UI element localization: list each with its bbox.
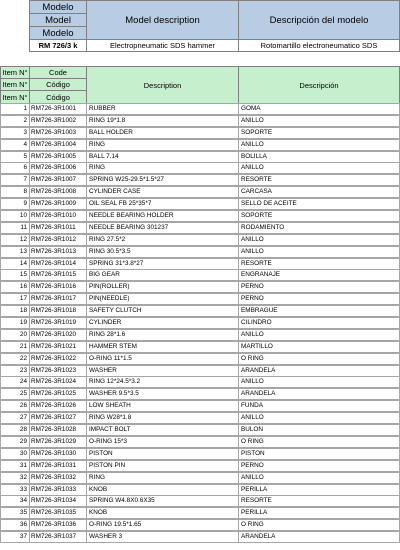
model-description-es-label: Descripción del modelo [238, 0, 400, 40]
description-cell: BALL HOLDER [86, 127, 239, 139]
code-cell: RM726-3R1034 [29, 495, 87, 507]
code-cell: RM726-3R1015 [29, 269, 87, 281]
item-number-cell: 10 [0, 210, 30, 222]
code-cell: RM726-3R1036 [29, 519, 87, 531]
code-cell: RM726-3R1037 [29, 531, 87, 543]
table-row [0, 424, 400, 436]
descripcion-cell: SOPORTE [238, 127, 400, 139]
code-cell: RM726-3R1026 [29, 400, 87, 412]
table-row [0, 472, 400, 484]
item-number-cell: 32 [0, 472, 30, 484]
descripcion-cell: ANILLO [238, 234, 400, 246]
descripcion-cell: ANILLO [238, 472, 400, 484]
table-row [0, 115, 400, 127]
table-row [0, 531, 400, 543]
description-cell: RING [86, 139, 239, 151]
item-number-cell: 33 [0, 484, 30, 496]
descripcion-cell: PERNO [238, 293, 400, 305]
description-cell: BIG GEAR [86, 269, 239, 281]
description-cell: RUBBER [86, 103, 239, 115]
description-cell: O-RING 15*3 [86, 436, 239, 448]
item-no-header-3: Item N° [0, 90, 30, 104]
description-cell: KNOB [86, 484, 239, 496]
item-number-cell: 30 [0, 448, 30, 460]
description-cell: CYLINDER [86, 317, 239, 329]
item-number-cell: 14 [0, 258, 30, 270]
descripcion-cell: ANILLO [238, 139, 400, 151]
table-row [0, 412, 400, 424]
table-row [0, 162, 400, 174]
model-value: RM 726/3 k [29, 39, 87, 52]
code-cell: RM726-3R1013 [29, 246, 87, 258]
item-number-cell: 17 [0, 293, 30, 305]
code-cell: RM726-3R1019 [29, 317, 87, 329]
code-cell: RM726-3R1028 [29, 424, 87, 436]
code-cell: RM726-3R1012 [29, 234, 87, 246]
descripcion-cell: BULON [238, 424, 400, 436]
table-row [0, 353, 400, 365]
descripcion-cell: RESORTE [238, 174, 400, 186]
code-cell: RM726-3R1021 [29, 341, 87, 353]
descripcion-cell: PERNO [238, 281, 400, 293]
code-cell: RM726-3R1029 [29, 436, 87, 448]
descripcion-cell: PERNO [238, 460, 400, 472]
item-number-cell: 19 [0, 317, 30, 329]
descripcion-cell: RESORTE [238, 258, 400, 270]
item-number-cell: 26 [0, 400, 30, 412]
descripcion-cell: SELLO DE ACEITE [238, 198, 400, 210]
code-header: Code [29, 66, 87, 79]
code-cell: RM726-3R1031 [29, 460, 87, 472]
descripcion-cell: ARANDELA [238, 388, 400, 400]
code-cell: RM726-3R1011 [29, 222, 87, 234]
descripcion-cell: RODAMIENTO [238, 222, 400, 234]
code-cell: RM726-3R1016 [29, 281, 87, 293]
item-number-cell: 1 [0, 103, 30, 115]
descripcion-cell: BOLILLA [238, 151, 400, 163]
model-label: Model [29, 13, 87, 27]
item-number-cell: 13 [0, 246, 30, 258]
descripcion-cell: MARTILLO [238, 341, 400, 353]
description-cell: O-RING 19.5*1.65 [86, 519, 239, 531]
descripcion-cell: ANILLO [238, 115, 400, 127]
table-row [0, 127, 400, 139]
description-cell: SAFETY CLUTCH [86, 305, 239, 317]
description-cell: KNOB [86, 507, 239, 519]
code-cell: RM726-3R1018 [29, 305, 87, 317]
description-cell: PISTON [86, 448, 239, 460]
table-row [0, 341, 400, 353]
item-number-cell: 15 [0, 269, 30, 281]
code-cell: RM726-3R1030 [29, 448, 87, 460]
description-cell: PIN(NEEDLE) [86, 293, 239, 305]
description-cell: WASHER 3 [86, 531, 239, 543]
item-number-cell: 34 [0, 495, 30, 507]
table-row [0, 246, 400, 258]
table-row [0, 293, 400, 305]
parts-table-body [0, 103, 400, 543]
item-number-cell: 16 [0, 281, 30, 293]
descripcion-cell: ARANDELA [238, 531, 400, 543]
descripcion-cell: ANILLO [238, 376, 400, 388]
code-cell: RM726-3R1033 [29, 484, 87, 496]
item-number-cell: 4 [0, 139, 30, 151]
code-cell: RM726-3R1025 [29, 388, 87, 400]
descripcion-cell: ENGRANAJE [238, 269, 400, 281]
description-cell: NEEDLE BEARING 301237 [86, 222, 239, 234]
descripcion-cell: ANILLO [238, 162, 400, 174]
code-cell: RM726-3R1022 [29, 353, 87, 365]
code-cell: RM726-3R1007 [29, 174, 87, 186]
item-number-cell: 6 [0, 162, 30, 174]
model-description-es-value: Rotomartillo electroneumatico SDS [238, 39, 400, 52]
descripcion-cell: ANILLO [238, 412, 400, 424]
code-cell: RM726-3R1010 [29, 210, 87, 222]
descripcion-cell: EMBRAGUE [238, 305, 400, 317]
code-cell: RM726-3R1004 [29, 139, 87, 151]
description-cell: SPRING W25-29.5*1.5*27 [86, 174, 239, 186]
model-description-label: Model description [86, 0, 239, 40]
table-row [0, 305, 400, 317]
table-row [0, 388, 400, 400]
item-number-cell: 5 [0, 151, 30, 163]
description-cell: O-RING 11*1.5 [86, 353, 239, 365]
table-row [0, 103, 400, 115]
table-row [0, 258, 400, 270]
item-number-cell: 11 [0, 222, 30, 234]
description-cell: HAMMER STEM [86, 341, 239, 353]
code-cell: RM726-3R1035 [29, 507, 87, 519]
description-cell: RING [86, 472, 239, 484]
table-row [0, 151, 400, 163]
description-cell: LOW SHEATH [86, 400, 239, 412]
descripcion-cell: PERILLA [238, 484, 400, 496]
description-cell: RING 12*24.5*3.2 [86, 376, 239, 388]
item-number-cell: 35 [0, 507, 30, 519]
item-no-header-2: Item N° [0, 78, 30, 91]
table-row [0, 281, 400, 293]
description-cell: NEEDLE BEARING HOLDER [86, 210, 239, 222]
table-row [0, 365, 400, 377]
item-number-cell: 3 [0, 127, 30, 139]
description-cell: RING 28*1.6 [86, 329, 239, 341]
item-number-cell: 2 [0, 115, 30, 127]
model-description-value: Electropneumatic SDS hammer [86, 39, 239, 52]
codigo-header-1: Código [29, 78, 87, 91]
modelo-label-1: Modelo [29, 0, 87, 14]
description-cell: PISTON PIN [86, 460, 239, 472]
table-row [0, 317, 400, 329]
code-cell: RM726-3R1006 [29, 162, 87, 174]
description-cell: OIL SEAL FB 25*35*7 [86, 198, 239, 210]
table-row [0, 198, 400, 210]
description-cell: RING W28*1.8 [86, 412, 239, 424]
descripcion-cell: PERILLA [238, 507, 400, 519]
descripcion-cell: O RING [238, 519, 400, 531]
codigo-header-2: Código [29, 90, 87, 104]
table-row [0, 376, 400, 388]
description-cell: BALL 7.14 [86, 151, 239, 163]
item-number-cell: 12 [0, 234, 30, 246]
description-cell: SPRING 31*3.8*27 [86, 258, 239, 270]
item-number-cell: 24 [0, 376, 30, 388]
code-cell: RM726-3R1008 [29, 186, 87, 198]
descripcion-cell: ARANDELA [238, 365, 400, 377]
code-cell: RM726-3R1009 [29, 198, 87, 210]
table-row [0, 234, 400, 246]
table-row [0, 400, 400, 412]
item-number-cell: 21 [0, 341, 30, 353]
item-number-cell: 36 [0, 519, 30, 531]
descripcion-cell: O RING [238, 353, 400, 365]
item-number-cell: 7 [0, 174, 30, 186]
item-number-cell: 9 [0, 198, 30, 210]
code-cell: RM726-3R1001 [29, 103, 87, 115]
item-number-cell: 8 [0, 186, 30, 198]
table-row [0, 269, 400, 281]
item-number-cell: 25 [0, 388, 30, 400]
description-cell: PIN(ROLLER) [86, 281, 239, 293]
table-row [0, 210, 400, 222]
code-cell: RM726-3R1014 [29, 258, 87, 270]
item-number-cell: 22 [0, 353, 30, 365]
code-cell: RM726-3R1003 [29, 127, 87, 139]
table-row [0, 495, 400, 507]
descripcion-cell: CILINDRO [238, 317, 400, 329]
code-cell: RM726-3R1005 [29, 151, 87, 163]
item-no-header-1: Item N° [0, 66, 30, 79]
description-header: Description [86, 66, 239, 104]
table-row [0, 139, 400, 151]
item-number-cell: 37 [0, 531, 30, 543]
item-number-cell: 29 [0, 436, 30, 448]
description-cell: WASHER 9.5*3.5 [86, 388, 239, 400]
table-row [0, 436, 400, 448]
descripcion-cell: FUNDA [238, 400, 400, 412]
descripcion-cell: CARCASA [238, 186, 400, 198]
descripcion-header: Descripción [238, 66, 400, 104]
descripcion-cell: PISTON [238, 448, 400, 460]
table-row [0, 186, 400, 198]
code-cell: RM726-3R1023 [29, 365, 87, 377]
table-row [0, 460, 400, 472]
descripcion-cell: SOPORTE [238, 210, 400, 222]
item-number-cell: 31 [0, 460, 30, 472]
table-row [0, 484, 400, 496]
descripcion-cell: RESORTE [238, 495, 400, 507]
description-cell: SPRING W4.8X0.6X35 [86, 495, 239, 507]
code-cell: RM726-3R1032 [29, 472, 87, 484]
description-cell: WASHER [86, 365, 239, 377]
description-cell: IMPACT BOLT [86, 424, 239, 436]
descripcion-cell: GOMA [238, 103, 400, 115]
description-cell: RING [86, 162, 239, 174]
table-row [0, 519, 400, 531]
item-number-cell: 27 [0, 412, 30, 424]
description-cell: RING 30.5*3.5 [86, 246, 239, 258]
item-number-cell: 18 [0, 305, 30, 317]
item-number-cell: 28 [0, 424, 30, 436]
item-number-cell: 23 [0, 365, 30, 377]
table-row [0, 174, 400, 186]
code-cell: RM726-3R1020 [29, 329, 87, 341]
code-cell: RM726-3R1002 [29, 115, 87, 127]
item-number-cell: 20 [0, 329, 30, 341]
table-row [0, 507, 400, 519]
description-cell: CYLINDER CASE [86, 186, 239, 198]
descripcion-cell: ANILLO [238, 329, 400, 341]
table-row [0, 329, 400, 341]
modelo-label-2: Modelo [29, 26, 87, 40]
descripcion-cell: O RING [238, 436, 400, 448]
descripcion-cell: ANILLO [238, 246, 400, 258]
code-cell: RM726-3R1024 [29, 376, 87, 388]
description-cell: RING 27.5*2 [86, 234, 239, 246]
code-cell: RM726-3R1027 [29, 412, 87, 424]
code-cell: RM726-3R1017 [29, 293, 87, 305]
table-row [0, 222, 400, 234]
description-cell: RING 19*1.8 [86, 115, 239, 127]
table-row [0, 448, 400, 460]
